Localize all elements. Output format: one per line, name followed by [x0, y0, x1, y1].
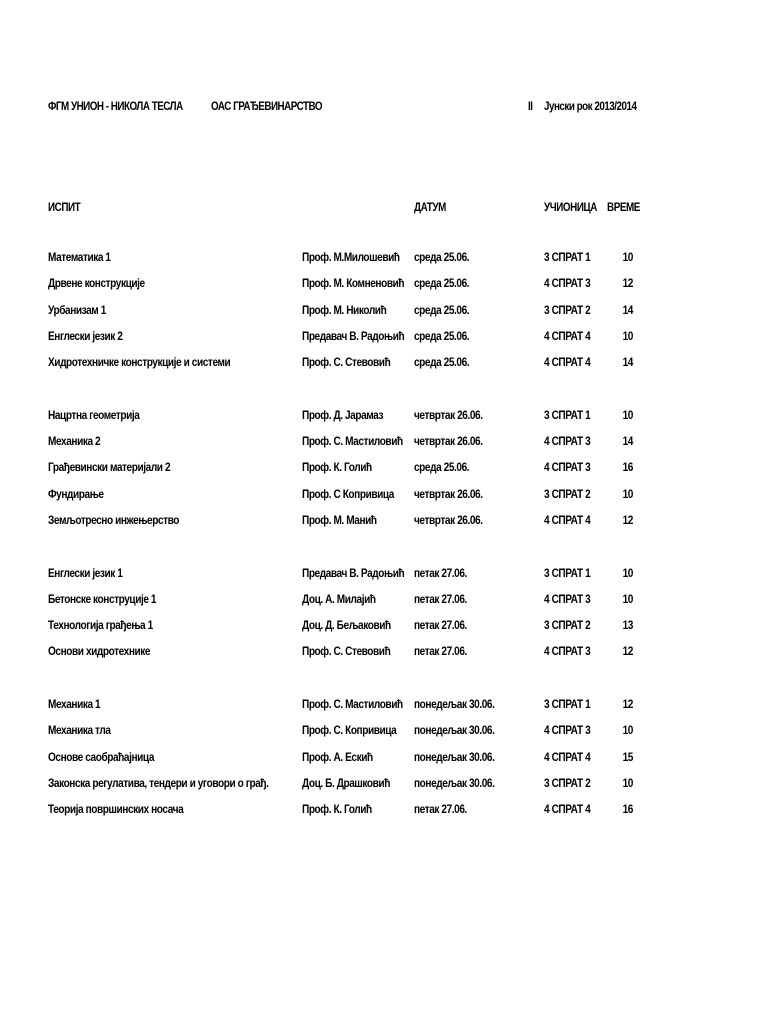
table-row: [0, 592, 768, 610]
table-row: [0, 329, 768, 347]
exam-professor: Проф. Д. Јарамаз: [302, 408, 384, 422]
exam-professor: Проф. С. Стевовић: [302, 355, 391, 369]
exam-date: среда 25.06.: [414, 303, 470, 317]
table-row: [0, 618, 768, 636]
exam-professor: Проф. С. Копривица: [302, 723, 397, 737]
table-row: [0, 697, 768, 715]
exam-room: 3 СПРАТ 2: [544, 303, 591, 317]
exam-room: 4 СПРАТ 3: [544, 434, 591, 448]
exam-room: 3 СПРАТ 2: [544, 776, 591, 790]
exam-time: 14: [622, 434, 633, 448]
exam-date: среда 25.06.: [414, 460, 470, 474]
exam-date: четвртак 26.06.: [414, 487, 483, 501]
semester-number: II: [528, 99, 533, 113]
exam-professor: Проф. М.Милошевић: [302, 250, 400, 264]
exam-professor: Проф. С Копривица: [302, 487, 394, 501]
program-name: ОАС ГРАЂЕВИНАРСТВО: [211, 99, 323, 113]
exam-subject: Механика тла: [48, 723, 111, 737]
exam-subject: Механика 1: [48, 697, 101, 711]
table-row: [0, 434, 768, 452]
exam-professor: Предавач В. Радоњић: [302, 566, 405, 580]
table-row: [0, 750, 768, 768]
exam-subject: Дрвене конструкције: [48, 276, 145, 290]
exam-subject: Урбанизам 1: [48, 303, 106, 317]
exam-subject: Теорија површинских носача: [48, 802, 184, 816]
table-row: [0, 644, 768, 662]
exam-time: 14: [622, 355, 633, 369]
exam-time: 14: [622, 303, 633, 317]
exam-subject: Земљотресно инжењерство: [48, 513, 180, 527]
exam-professor: Проф. А. Ескић: [302, 750, 373, 764]
exam-time: 10: [622, 566, 633, 580]
exam-time: 10: [622, 723, 633, 737]
exam-time: 16: [622, 460, 633, 474]
exam-subject: Енглески језик 1: [48, 566, 123, 580]
exam-room: 4 СПРАТ 3: [544, 644, 591, 658]
exam-room: 4 СПРАТ 3: [544, 460, 591, 474]
exam-time: 12: [622, 644, 633, 658]
exam-date: петак 27.06.: [414, 592, 467, 606]
exam-time: 10: [622, 408, 633, 422]
exam-time: 16: [622, 802, 633, 816]
exam-professor: Доц. А. Милајић: [302, 592, 376, 606]
exam-date: среда 25.06.: [414, 276, 470, 290]
exam-professor: Проф. С. Мастиловић: [302, 697, 403, 711]
exam-room: 3 СПРАТ 1: [544, 408, 591, 422]
exam-room: 4 СПРАТ 4: [544, 513, 591, 527]
table-row: [0, 276, 768, 294]
exam-date: среда 25.06.: [414, 250, 470, 264]
exam-professor: Проф. М. Комненовић: [302, 276, 405, 290]
exam-date: петак 27.06.: [414, 802, 467, 816]
exam-time: 12: [622, 697, 633, 711]
exam-room: 3 СПРАТ 1: [544, 566, 591, 580]
table-row: [0, 303, 768, 321]
exam-date: четвртак 26.06.: [414, 434, 483, 448]
exam-room: 3 СПРАТ 1: [544, 697, 591, 711]
exam-subject: Технологија грађења 1: [48, 618, 153, 632]
exam-time: 10: [622, 250, 633, 264]
exam-date: петак 27.06.: [414, 618, 467, 632]
column-header-room: УЧИОНИЦА: [544, 200, 597, 214]
exam-subject: Основе саобраћајница: [48, 750, 155, 764]
exam-professor: Проф. К. Голић: [302, 802, 372, 816]
exam-room: 4 СПРАТ 4: [544, 750, 591, 764]
exam-subject: Механика 2: [48, 434, 101, 448]
table-row: [0, 355, 768, 373]
exam-date: понедељак 30.06.: [414, 776, 495, 790]
exam-professor: Проф. М. Манић: [302, 513, 377, 527]
exam-date: понедељак 30.06.: [414, 750, 495, 764]
table-row: [0, 802, 768, 820]
exam-date: петак 27.06.: [414, 566, 467, 580]
exam-professor: Предавач В. Радоњић: [302, 329, 405, 343]
exam-date: четвртак 26.06.: [414, 408, 483, 422]
exam-room: 4 СПРАТ 3: [544, 592, 591, 606]
exam-time: 13: [622, 618, 633, 632]
exam-subject: Фундирање: [48, 487, 104, 501]
exam-professor: Проф. С. Стевовић: [302, 644, 391, 658]
school-name: ФГМ УНИОН - НИКОЛА ТЕСЛА: [48, 99, 183, 113]
exam-date: среда 25.06.: [414, 355, 470, 369]
exam-professor: Проф. К. Голић: [302, 460, 372, 474]
exam-date: среда 25.06.: [414, 329, 470, 343]
exam-professor: Доц. Д. Бељаковић: [302, 618, 391, 632]
exam-room: 3 СПРАТ 2: [544, 618, 591, 632]
exam-room: 4 СПРАТ 4: [544, 802, 591, 816]
exam-time: 12: [622, 513, 633, 527]
exam-time: 10: [622, 776, 633, 790]
column-header-time: ВРЕМЕ: [607, 200, 640, 214]
exam-room: 4 СПРАТ 3: [544, 276, 591, 290]
table-row: [0, 487, 768, 505]
exam-time: 10: [622, 329, 633, 343]
exam-professor: Доц. Б. Драшковић: [302, 776, 390, 790]
exam-room: 4 СПРАТ 3: [544, 723, 591, 737]
exam-subject: Нацртна геометрија: [48, 408, 140, 422]
exam-term: Јунски рок 2013/2014: [544, 99, 637, 113]
exam-subject: Бетонске конструције 1: [48, 592, 157, 606]
exam-room: 3 СПРАТ 2: [544, 487, 591, 501]
exam-time: 10: [622, 487, 633, 501]
exam-subject: Математика 1: [48, 250, 111, 264]
exam-time: 15: [622, 750, 633, 764]
exam-date: понедељак 30.06.: [414, 723, 495, 737]
exam-room: 4 СПРАТ 4: [544, 355, 591, 369]
table-row: [0, 408, 768, 426]
exam-subject: Грађевински материјали 2: [48, 460, 171, 474]
table-row: [0, 776, 768, 794]
column-header-date: ДАТУМ: [414, 200, 446, 214]
exam-time: 10: [622, 592, 633, 606]
exam-subject: Енглески језик 2: [48, 329, 123, 343]
exam-date: понедељак 30.06.: [414, 697, 495, 711]
exam-subject: Хидротехничке конструкције и системи: [48, 355, 231, 369]
exam-professor: Проф. М. Николић: [302, 303, 387, 317]
exam-date: петак 27.06.: [414, 644, 467, 658]
exam-date: четвртак 26.06.: [414, 513, 483, 527]
table-row: [0, 250, 768, 268]
exam-room: 3 СПРАТ 1: [544, 250, 591, 264]
table-row: [0, 566, 768, 584]
exam-room: 4 СПРАТ 4: [544, 329, 591, 343]
exam-subject: Законска регулатива, тендери и уговори о грађ.: [48, 776, 269, 790]
table-row: [0, 460, 768, 478]
exam-professor: Проф. С. Мастиловић: [302, 434, 403, 448]
exam-time: 12: [622, 276, 633, 290]
column-header-subject: ИСПИТ: [48, 200, 81, 214]
exam-subject: Основи хидротехнике: [48, 644, 151, 658]
table-row: [0, 513, 768, 531]
table-row: [0, 723, 768, 741]
